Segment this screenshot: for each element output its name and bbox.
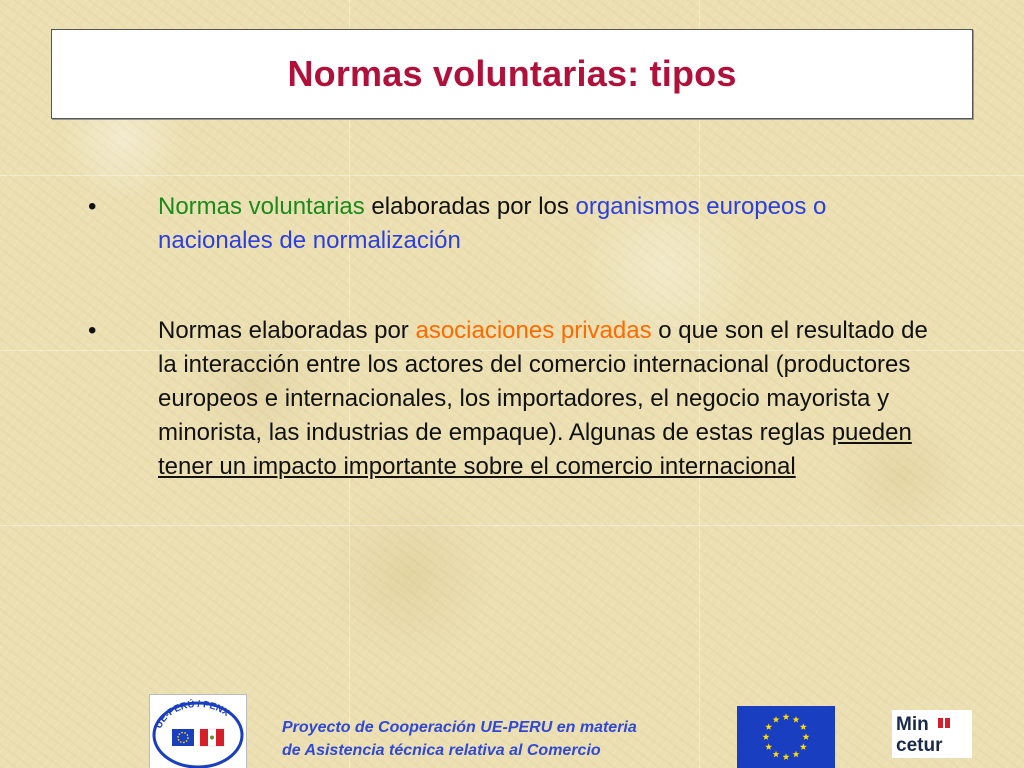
- eu-star-icon: [773, 716, 780, 723]
- eu-star-icon: [783, 753, 790, 760]
- background-seam: [0, 525, 1024, 526]
- eu-flag-graphic: [737, 706, 835, 768]
- eu-flag-logo: [737, 706, 835, 768]
- penx-logo-graphic: [150, 695, 246, 768]
- eu-star-icon: [800, 723, 807, 730]
- background-seam: [0, 175, 1024, 176]
- bullet-segment: elaboradas por los: [364, 193, 576, 220]
- bullet-segment: Normas elaboradas por: [158, 317, 416, 344]
- eu-star-icon: [765, 723, 772, 730]
- eu-star-icon: [800, 743, 807, 750]
- title-box: [51, 29, 973, 119]
- bullet-segment: Normas voluntarias: [158, 193, 365, 220]
- bullet-list: [86, 190, 946, 484]
- eu-star-icon: [773, 751, 780, 758]
- mincetur-logo-top: Min: [896, 714, 929, 735]
- footer-line: de Asistencia técnica relativa al Comercio: [282, 742, 601, 759]
- eu-star-icon: [793, 716, 800, 723]
- bullet-segment: organismos europeos o nacionales de normalización: [158, 193, 827, 254]
- bullet-text: [158, 314, 946, 484]
- bullet-item: [86, 314, 946, 484]
- eu-star-icon: [793, 751, 800, 758]
- bullet-marker: •: [88, 317, 97, 344]
- eu-star-icon: [803, 733, 810, 740]
- bullet-marker: •: [88, 193, 97, 220]
- penx-logo-label: UE-PERÚ / PENX: [153, 698, 232, 731]
- penx-logo: [149, 694, 247, 768]
- eu-star-icon: [783, 713, 790, 720]
- footer-line: Proyecto de Cooperación UE-PERU en materia: [282, 719, 637, 736]
- bullet-segment: o que son el resultado de la interacción entre los actores del comercio internacional (productores europeos e internacionales, los importadores, el negocio mayorista y minorista, las industrias de empaque). Algunas de estas reglas: [158, 317, 928, 446]
- bullet-segment-underlined: pueden tener un impacto importante sobre el comercio internacional: [158, 419, 912, 480]
- mincetur-flag-mark: [945, 718, 950, 728]
- mincetur-logo: [892, 710, 972, 758]
- bullet-segment: asociaciones privadas: [415, 317, 652, 344]
- footer-caption: [282, 716, 732, 762]
- mincetur-flag-mark: [938, 718, 943, 728]
- bullet-item: [86, 190, 946, 258]
- mincetur-logo-graphic: [892, 710, 972, 758]
- slide-title: Normas voluntarias: tipos: [287, 53, 737, 94]
- bullet-text: [158, 190, 946, 258]
- eu-star-icon: [765, 743, 772, 750]
- mincetur-logo-bottom: cetur: [896, 735, 943, 756]
- eu-star-icon: [763, 733, 770, 740]
